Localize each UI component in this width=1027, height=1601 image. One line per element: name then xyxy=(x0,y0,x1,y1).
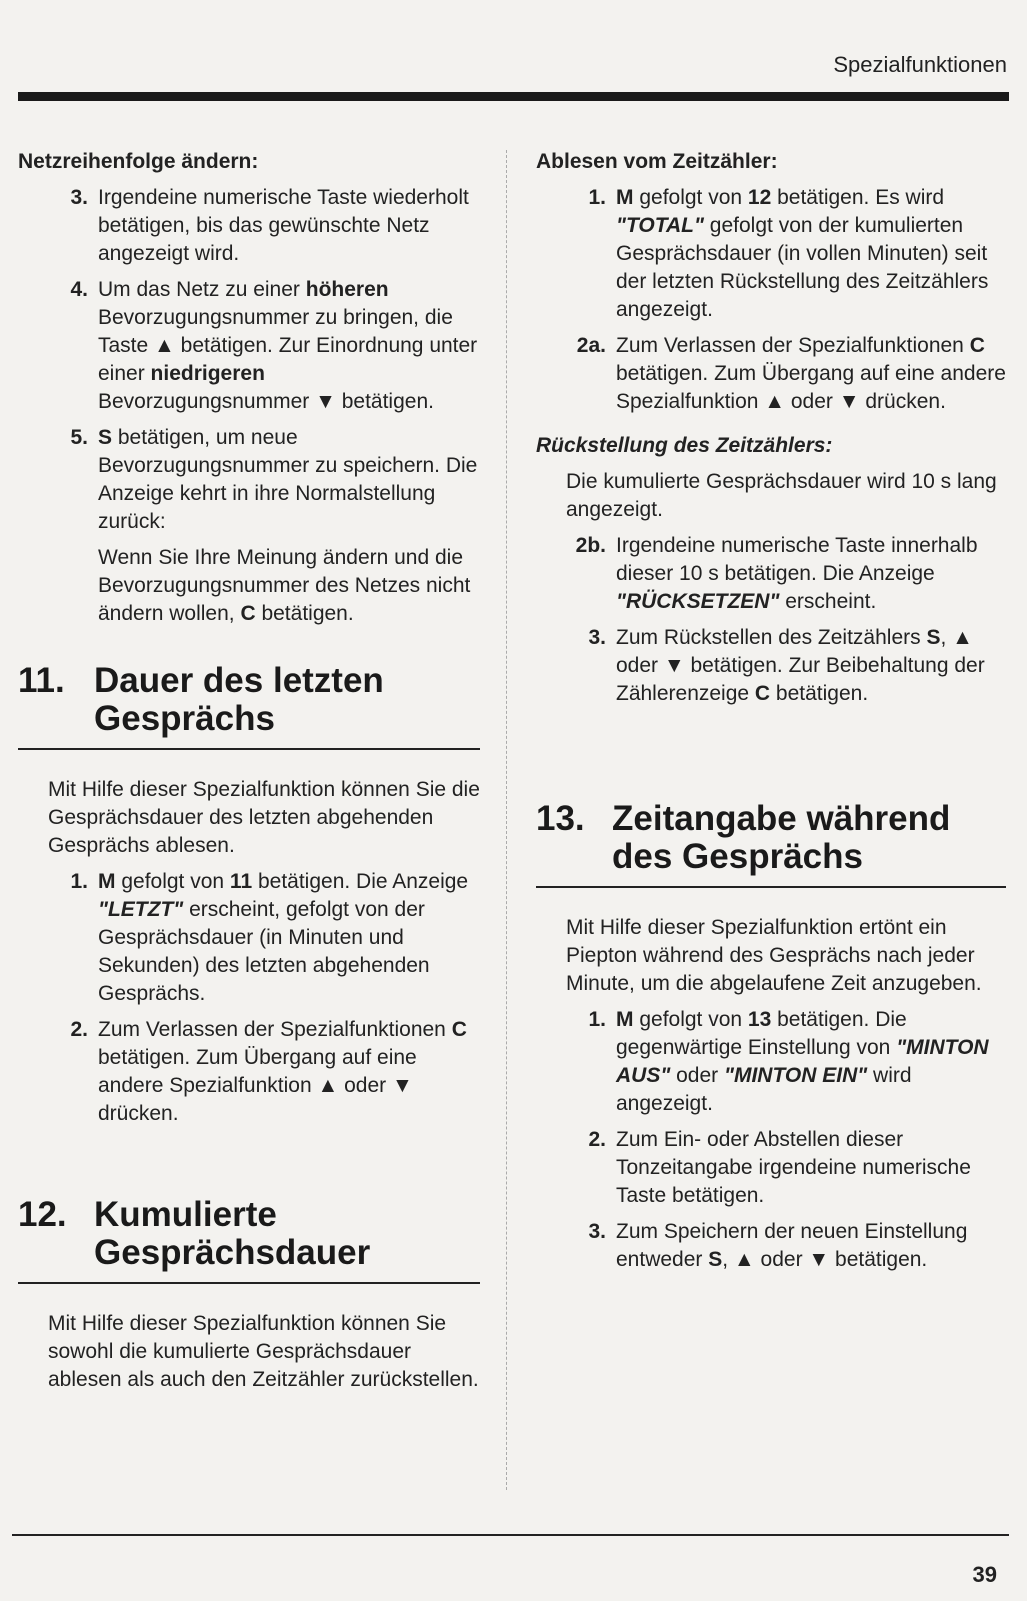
steps-list xyxy=(566,184,1006,416)
section-heading: Zeitangabe während des Gesprächs xyxy=(612,799,951,876)
text-run: "LETZT" xyxy=(98,898,184,921)
text-run: gefolgt von xyxy=(633,186,748,209)
text-run: Wenn Sie Ihre Meinung ändern und die Bevorzugungsnummer des Netzes nicht ändern wollen, xyxy=(98,546,471,625)
section-12-title xyxy=(18,1196,480,1272)
step-number: 2. xyxy=(588,1128,606,1151)
step-number: 1. xyxy=(588,1008,606,1031)
text-run: niedrigeren xyxy=(150,362,265,385)
text-run: betätigen. Es wird xyxy=(771,186,945,209)
text-run: betätigen. xyxy=(255,602,354,625)
step-text xyxy=(98,544,480,628)
text-run: "MINTON AUS" xyxy=(616,1036,989,1087)
subheading-rueckstellung: Rückstellung des Zeitzählers: xyxy=(536,434,833,457)
section-number: 13. xyxy=(536,799,585,838)
section-intro: Mit Hilfe dieser Spezialfunktion können Sie sowohl die kumulierte Gesprächsdauer ablesen als auch den Zeitzähler zurückstellen. xyxy=(48,1312,479,1391)
step-text xyxy=(98,868,480,1008)
section-rule xyxy=(536,886,1006,888)
text-run: C xyxy=(969,334,985,357)
section-number: 11. xyxy=(18,661,65,700)
text-run: betätigen. Die gegenwärtige Einstellung von xyxy=(616,1008,907,1059)
step-number xyxy=(48,544,98,628)
text-run: Bevorzugungsnummer ▼ betätigen. xyxy=(98,390,434,413)
text-run: gefolgt von der kumulierten Gesprächsdauer (in vollen Minuten) seit der letzten Rückstellung des Zeitzählers angezeigt. xyxy=(616,214,989,321)
step-number: 4. xyxy=(70,278,88,301)
reset-intro: Die kumulierte Gesprächsdauer wird 10 s lang angezeigt. xyxy=(566,470,997,521)
text-run: Irgendeine numerische Taste wiederholt betätigen, bis das gewünschte Netz angezeigt wird. xyxy=(98,186,469,265)
text-run: 12 xyxy=(747,186,772,209)
text-run: C xyxy=(754,682,771,705)
list-item xyxy=(48,184,480,268)
text-run: betätigen. Zum Übergang auf eine andere Spezialfunktion ▲ oder ▼ drücken. xyxy=(98,1046,417,1125)
text-run: C xyxy=(451,1018,467,1041)
text-run: betätigen. xyxy=(770,682,869,705)
step-text xyxy=(98,276,480,416)
right-column xyxy=(536,150,1006,1282)
text-run: Zum Ein- oder Abstellen dieser Tonzeitangabe irgendeine numerische Taste betätigen. xyxy=(616,1128,971,1207)
text-run: erscheint, gefolgt von der Gesprächsdauer (in Minuten und Sekunden) des letzten abgehenden Gesprächs. xyxy=(98,898,430,1005)
text-run: S xyxy=(98,426,113,449)
text-run: wird angezeigt. xyxy=(616,1064,912,1115)
step-text xyxy=(616,1006,1006,1118)
step-number: 2a. xyxy=(576,334,606,357)
text-run: gefolgt von xyxy=(633,1008,748,1031)
steps-list xyxy=(566,1006,1006,1274)
list-item xyxy=(566,1006,1006,1118)
subheading-ablesen: Ablesen vom Zeitzähler: xyxy=(536,150,778,173)
section-heading: Kumulierte Gesprächsdauer xyxy=(94,1195,371,1272)
text-run: 13 xyxy=(747,1008,772,1031)
step-text xyxy=(616,184,1006,324)
text-run: 11 xyxy=(229,870,253,893)
text-run: oder xyxy=(670,1064,724,1087)
text-run: Zum Verlassen der Spezialfunktionen xyxy=(98,1018,452,1041)
section-rule xyxy=(18,748,480,750)
list-item xyxy=(566,332,1006,416)
text-run: M xyxy=(616,1008,634,1031)
step-text xyxy=(616,1218,1006,1274)
section-intro: Mit Hilfe dieser Spezialfunktion ertönt ein Piepton während des Gesprächs nach jeder Minute, um die abgelaufene Zeit anzugeben. xyxy=(566,916,982,995)
list-item xyxy=(48,424,480,536)
step-text xyxy=(616,532,1006,616)
list-item xyxy=(48,544,480,628)
text-run: betätigen. Zum Übergang auf eine andere Spezialfunktion ▲ oder ▼ drücken. xyxy=(616,362,1006,413)
step-text xyxy=(98,424,480,536)
section-11-title xyxy=(18,662,480,738)
step-number: 3. xyxy=(588,626,606,649)
text-run: C xyxy=(240,602,256,625)
subheading-netzreihenfolge: Netzreihenfolge ändern: xyxy=(18,150,259,173)
step-number: 5. xyxy=(70,426,88,449)
steps-list xyxy=(48,868,480,1128)
section-heading: Dauer des letzten Gesprächs xyxy=(94,661,384,738)
list-item xyxy=(566,1126,1006,1210)
text-run: Zum Speichern der neuen Einstellung entweder xyxy=(616,1220,968,1271)
section-intro: Mit Hilfe dieser Spezialfunktion können Sie die Gesprächsdauer des letzten abgehenden Gesprächs ablesen. xyxy=(48,778,480,857)
step-number: 2. xyxy=(70,1018,88,1041)
step-text xyxy=(616,1126,1006,1210)
text-run: Zum Rückstellen des Zeitzählers xyxy=(616,626,927,649)
step-text xyxy=(98,1016,480,1128)
text-run: , ▲ oder ▼ betätigen. Zur Beibehaltung der Zählerenzeige xyxy=(616,626,985,705)
page-number: 39 xyxy=(972,1562,997,1587)
section-rule xyxy=(18,1282,480,1284)
column-divider xyxy=(506,150,507,1490)
text-run: Bevorzugungsnummer zu bringen, die Taste ▲ betätigen. Zur Einordnung unter einer xyxy=(98,306,478,385)
text-run: Zum Verlassen der Spezialfunktionen xyxy=(616,334,970,357)
list-item xyxy=(566,532,1006,616)
step-text xyxy=(616,332,1006,416)
section-13-title xyxy=(536,800,1006,876)
section-number: 12. xyxy=(18,1195,67,1234)
list-item xyxy=(566,624,1006,708)
text-run: , ▲ oder ▼ betätigen. xyxy=(722,1248,928,1271)
footer-rule xyxy=(12,1534,1009,1536)
list-item xyxy=(48,868,480,1008)
step-text xyxy=(98,184,480,268)
step-number: 3. xyxy=(70,186,88,209)
text-run: "TOTAL" xyxy=(616,214,704,237)
text-run: M xyxy=(98,870,116,893)
step-number: 3. xyxy=(588,1220,606,1243)
list-item xyxy=(566,184,1006,324)
list-item xyxy=(48,1016,480,1128)
list-item xyxy=(566,1218,1006,1274)
step-number: 2b. xyxy=(575,534,606,557)
step-number: 1. xyxy=(70,870,88,893)
text-run: "MINTON EIN" xyxy=(724,1064,868,1087)
step-text xyxy=(616,624,1006,708)
text-run: S xyxy=(926,626,941,649)
header-rule xyxy=(18,92,1009,101)
text-run: "RÜCKSETZEN" xyxy=(616,590,780,613)
list-item xyxy=(48,276,480,416)
left-column xyxy=(18,150,480,1402)
text-run: S xyxy=(708,1248,723,1271)
text-run: erscheint. xyxy=(779,590,877,613)
text-run: Irgendeine numerische Taste innerhalb dieser 10 s betätigen. Die Anzeige xyxy=(616,534,978,585)
step-number: 1. xyxy=(588,186,606,209)
header-label: Spezialfunktionen xyxy=(833,52,1007,77)
text-run: M xyxy=(616,186,634,209)
text-run: gefolgt von xyxy=(115,870,230,893)
steps-list xyxy=(566,532,1006,708)
text-run: Um das Netz zu einer xyxy=(98,278,306,301)
steps-list xyxy=(48,184,480,628)
text-run: betätigen, um neue Bevorzugungsnummer zu speichern. Die Anzeige kehrt in ihre Normalstellung zurück: xyxy=(98,426,478,533)
text-run: betätigen. Die Anzeige xyxy=(252,870,469,893)
text-run: höheren xyxy=(305,278,389,301)
